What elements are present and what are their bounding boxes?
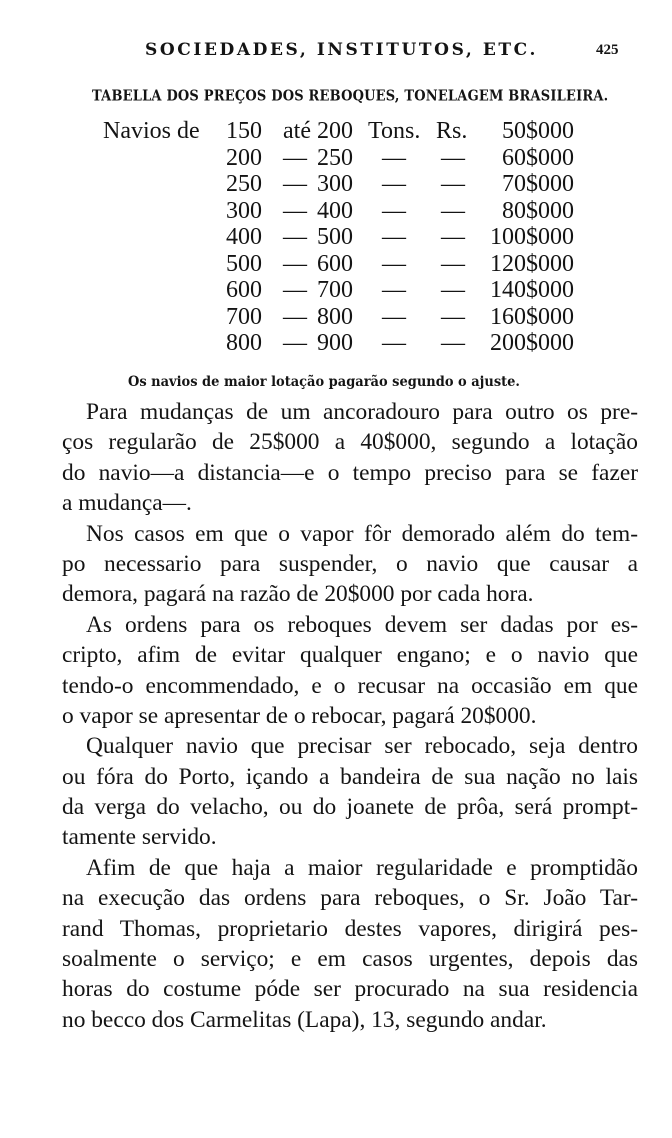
range-separator: —: [283, 277, 307, 303]
table-row: [0, 304, 672, 331]
text-line: no becco dos Carmelitas (Lapa), 13, segundo andar.: [62, 1006, 547, 1033]
text-line: o vapor se apresentar de o rebocar, pagará 20$000.: [62, 702, 537, 729]
tonnage-from: 150: [226, 118, 262, 144]
table-row: [0, 224, 672, 251]
tonnage-from: 250: [226, 171, 262, 197]
price-value: 50$000: [502, 118, 574, 144]
ditto-mark: —: [382, 330, 406, 356]
price-value: 200$000: [490, 330, 574, 356]
text-line: horas do costume póde ser procurado na sua residencia: [62, 976, 638, 1003]
text-line: cripto, afim de evitar qualquer engano; e o navio que: [62, 642, 638, 669]
table-row: [0, 118, 672, 145]
paragraph: [62, 731, 638, 853]
ditto-mark: —: [441, 197, 465, 224]
ditto-mark: —: [382, 277, 406, 303]
price-value: 70$000: [502, 171, 574, 197]
paragraph: [62, 397, 638, 519]
text-line: Afim de que haja a maior regularidade e promptidão: [86, 854, 638, 881]
range-separator: até: [283, 118, 311, 144]
price-value: 120$000: [490, 250, 574, 277]
text-line: Para mudanças de um ancoradouro para outro os pre-: [86, 399, 638, 425]
range-separator: —: [283, 144, 307, 171]
ditto-mark: —: [382, 224, 406, 250]
row-label: Navios de: [103, 118, 200, 144]
paragraph: [62, 853, 638, 1035]
ditto-mark: —: [441, 144, 465, 171]
ditto-mark: —: [382, 144, 406, 171]
range-separator: —: [283, 303, 307, 330]
text-line: soalmente o serviço; e em casos urgentes, depois das: [62, 946, 638, 973]
tonnage-unit: Tons.: [368, 118, 421, 144]
table-rows: [0, 145, 672, 357]
tonnage-to: 500: [317, 224, 353, 250]
table-note: Os navios de maior lotação pagarão segundo o ajuste.: [128, 374, 520, 391]
text-line: demora, pagará na razão de 20$000 por cada hora.: [62, 581, 534, 608]
text-line: po necessario para suspender, o navio que causar a: [62, 550, 638, 577]
tonnage-from: 200: [226, 144, 262, 171]
text-line: da verga do velacho, ou do joanete de prôa, será prompt-: [62, 794, 638, 821]
table-row: [0, 198, 672, 225]
tonnage-to: 300: [317, 171, 353, 197]
tonnage-to: 600: [317, 250, 353, 277]
text-line: a mudança—.: [62, 490, 192, 517]
ditto-mark: —: [382, 171, 406, 197]
text-line: Qualquer navio que precisar ser rebocado, seja dentro: [86, 733, 638, 760]
tonnage-from: 600: [226, 277, 262, 303]
text-line: Nos casos em que o vapor fôr demorado além do tem-: [86, 520, 638, 547]
tonnage-to: 400: [317, 197, 353, 224]
ditto-mark: —: [382, 197, 406, 224]
price-value: 140$000: [490, 277, 574, 303]
tonnage-to: 900: [317, 330, 353, 356]
tonnage-to: 700: [317, 277, 353, 303]
tonnage-from: 800: [226, 330, 262, 356]
price-value: 100$000: [490, 224, 574, 250]
table-row: [0, 251, 672, 278]
text-line: As ordens para os reboques devem ser dadas por es-: [86, 611, 638, 638]
ditto-mark: —: [382, 250, 406, 277]
price-value: 80$000: [502, 197, 574, 224]
table-caption: TABELLA DOS PREÇOS DOS REBOQUES, TONELAGEM BRASILEIRA.: [92, 88, 609, 106]
tonnage-from: 500: [226, 250, 262, 277]
range-separator: —: [283, 197, 307, 224]
paragraph: [62, 610, 638, 732]
ditto-mark: —: [441, 224, 465, 250]
range-separator: —: [283, 330, 307, 356]
text-line: na execução das ordens para reboques, o Sr. João Tar-: [62, 885, 638, 912]
text-line: tamente servido.: [62, 824, 217, 851]
running-title: SOCIEDADES, INSTITUTOS, ETC.: [145, 40, 539, 60]
text-line: tendo-o encommendado, e o recusar na occasião em que: [62, 672, 638, 699]
ditto-mark: —: [441, 303, 465, 330]
currency-label: Rs.: [436, 118, 468, 144]
body-text: [62, 397, 638, 1035]
ditto-mark: —: [441, 250, 465, 277]
tonnage-to: 250: [317, 144, 353, 171]
tonnage-to: 800: [317, 303, 353, 330]
table-row: [0, 145, 672, 172]
text-line: ou fóra do Porto, içando a bandeira de sua nação no lais: [62, 763, 638, 790]
tonnage-from: 400: [226, 224, 262, 250]
running-head: [0, 40, 672, 70]
price-value: 160$000: [490, 303, 574, 330]
range-separator: —: [283, 224, 307, 250]
paragraph: [62, 519, 638, 610]
range-separator: —: [283, 171, 307, 197]
ditto-mark: —: [441, 171, 465, 197]
ditto-mark: —: [441, 277, 465, 303]
price-value: 60$000: [502, 144, 574, 171]
range-separator: —: [283, 250, 307, 277]
price-table: [0, 118, 672, 357]
ditto-mark: —: [382, 303, 406, 330]
table-row: [0, 171, 672, 198]
table-row: [0, 277, 672, 304]
text-line: ços regularão de 25$000 a 40$000, segundo a lotação: [62, 429, 638, 456]
table-row: [0, 330, 672, 357]
ditto-mark: —: [441, 330, 465, 356]
page-number: 425: [596, 42, 619, 58]
tonnage-from: 300: [226, 197, 262, 224]
text-line: do navio—a distancia—e o tempo preciso para se fazer: [62, 459, 638, 486]
tonnage-from: 700: [226, 303, 262, 330]
text-line: rand Thomas, proprietario destes vapores, dirigirá pes-: [62, 915, 638, 942]
tonnage-to: 200: [317, 118, 353, 144]
